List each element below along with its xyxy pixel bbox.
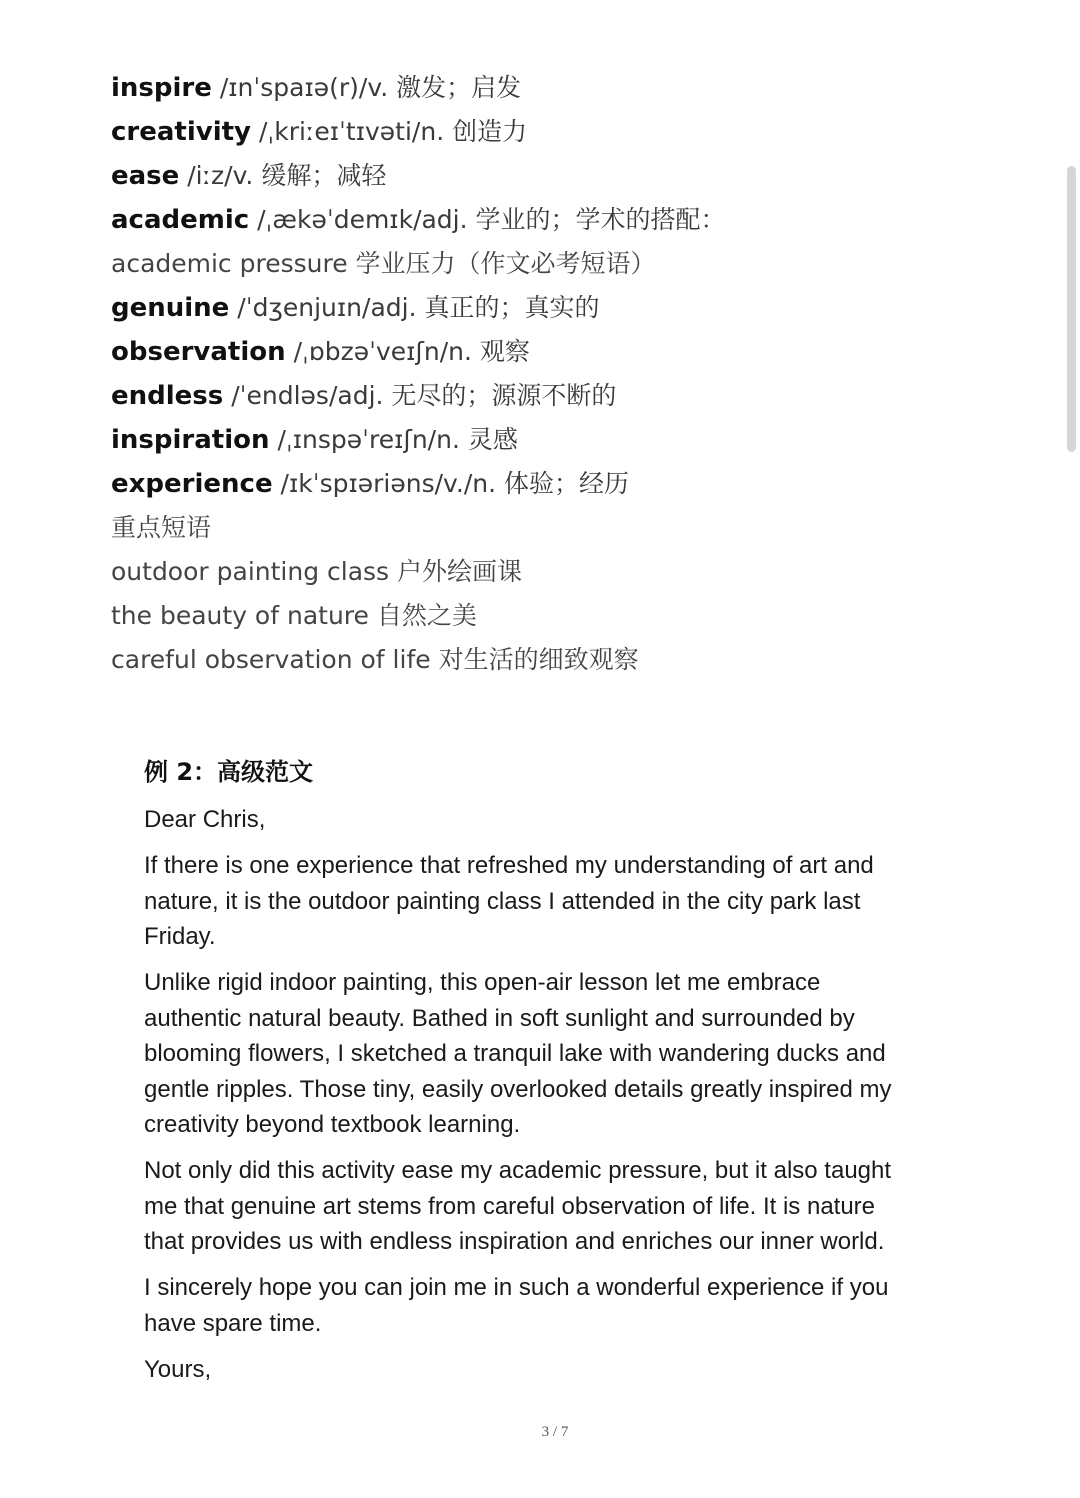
vocab-word: observation <box>111 337 286 367</box>
vocab-definition: /ɪnˈspaɪə(r)/v. 激发；启发 <box>211 73 522 102</box>
section-label <box>111 506 1011 550</box>
key-phrases-heading: 重点短语 <box>111 513 212 542</box>
collocation-line <box>111 242 1011 286</box>
vocab-word: endless <box>111 381 224 411</box>
scrollbar-thumb[interactable] <box>1067 166 1076 452</box>
phrase-item <box>111 594 1011 638</box>
vocab-word: genuine <box>111 293 230 323</box>
vocab-definition: /iːz/v. 缓解；减轻 <box>179 161 387 190</box>
model-essay <box>144 752 964 1398</box>
phrase-text: careful observation of life 对生活的细致观察 <box>111 645 639 674</box>
vocab-word: academic <box>111 205 250 235</box>
essay-heading: 例 2：高级范文 <box>144 758 314 786</box>
vocab-definition: /ˈdʒenjuɪn/adj. 真正的；真实的 <box>229 293 600 322</box>
phrase-item <box>111 638 1011 682</box>
phrase-item <box>111 550 1011 594</box>
page-number: 3 / 7 <box>541 1424 569 1440</box>
vocab-item <box>111 374 1011 418</box>
vocab-word: inspiration <box>111 425 270 455</box>
essay-paragraph: If there is one experience that refreshed my understanding of art and nature, it is the outdoor painting class I attended in the city park last Friday. <box>144 852 874 950</box>
vocab-definition: /ˌkriːeɪˈtɪvəti/n. 创造力 <box>251 117 528 146</box>
vocab-item <box>111 330 1011 374</box>
vocab-word: ease <box>111 161 180 191</box>
essay-salutation: Dear Chris, <box>144 806 266 833</box>
vocab-definition: /ˌækəˈdemɪk/adj. 学业的；学术的搭配： <box>249 205 726 234</box>
vocab-definition: /ˌɒbzəˈveɪʃn/n. 观察 <box>285 337 530 366</box>
essay-paragraph: I sincerely hope you can join me in such a wonderful experience if you have spare time. <box>144 1274 889 1337</box>
vocab-item <box>111 110 1011 154</box>
vocabulary-list <box>111 66 1011 682</box>
vocab-item <box>111 286 1011 330</box>
essay-paragraph: Unlike rigid indoor painting, this open-air lesson let me embrace authentic natural beauty. Bathed in soft sunlight and surrounded by blooming flowers, I sketched a tranquil lake with wandering ducks and gentle ripples. Those tiny, easily overlooked details greatly inspired my creativity beyond textbook learning. <box>144 969 892 1138</box>
vocab-word: creativity <box>111 117 251 147</box>
vocab-item <box>111 198 1011 242</box>
phrase-text: the beauty of nature 自然之美 <box>111 601 477 630</box>
vocab-word: inspire <box>111 73 212 103</box>
vocab-word: experience <box>111 469 273 499</box>
vocab-item <box>111 66 1011 110</box>
vocab-item <box>111 418 1011 462</box>
vocab-definition: /ˈendləs/adj. 无尽的；源源不断的 <box>223 381 617 410</box>
vocab-item <box>111 154 1011 198</box>
essay-closing: Yours, <box>144 1355 212 1383</box>
vocab-item <box>111 462 1011 506</box>
collocation-text: academic pressure 学业压力（作文必考短语） <box>111 249 656 278</box>
vocab-definition: /ɪkˈspɪəriəns/v./n. 体验；经历 <box>272 469 630 498</box>
vocab-definition: /ˌɪnspəˈreɪʃn/n. 灵感 <box>269 425 518 454</box>
essay-paragraph: Not only did this activity ease my academic pressure, but it also taught me that genuine art stems from careful observation of life. It is nature that provides us with endless inspiration and enriches our inner world. <box>144 1157 892 1255</box>
phrase-text: outdoor painting class 户外绘画课 <box>111 557 523 586</box>
